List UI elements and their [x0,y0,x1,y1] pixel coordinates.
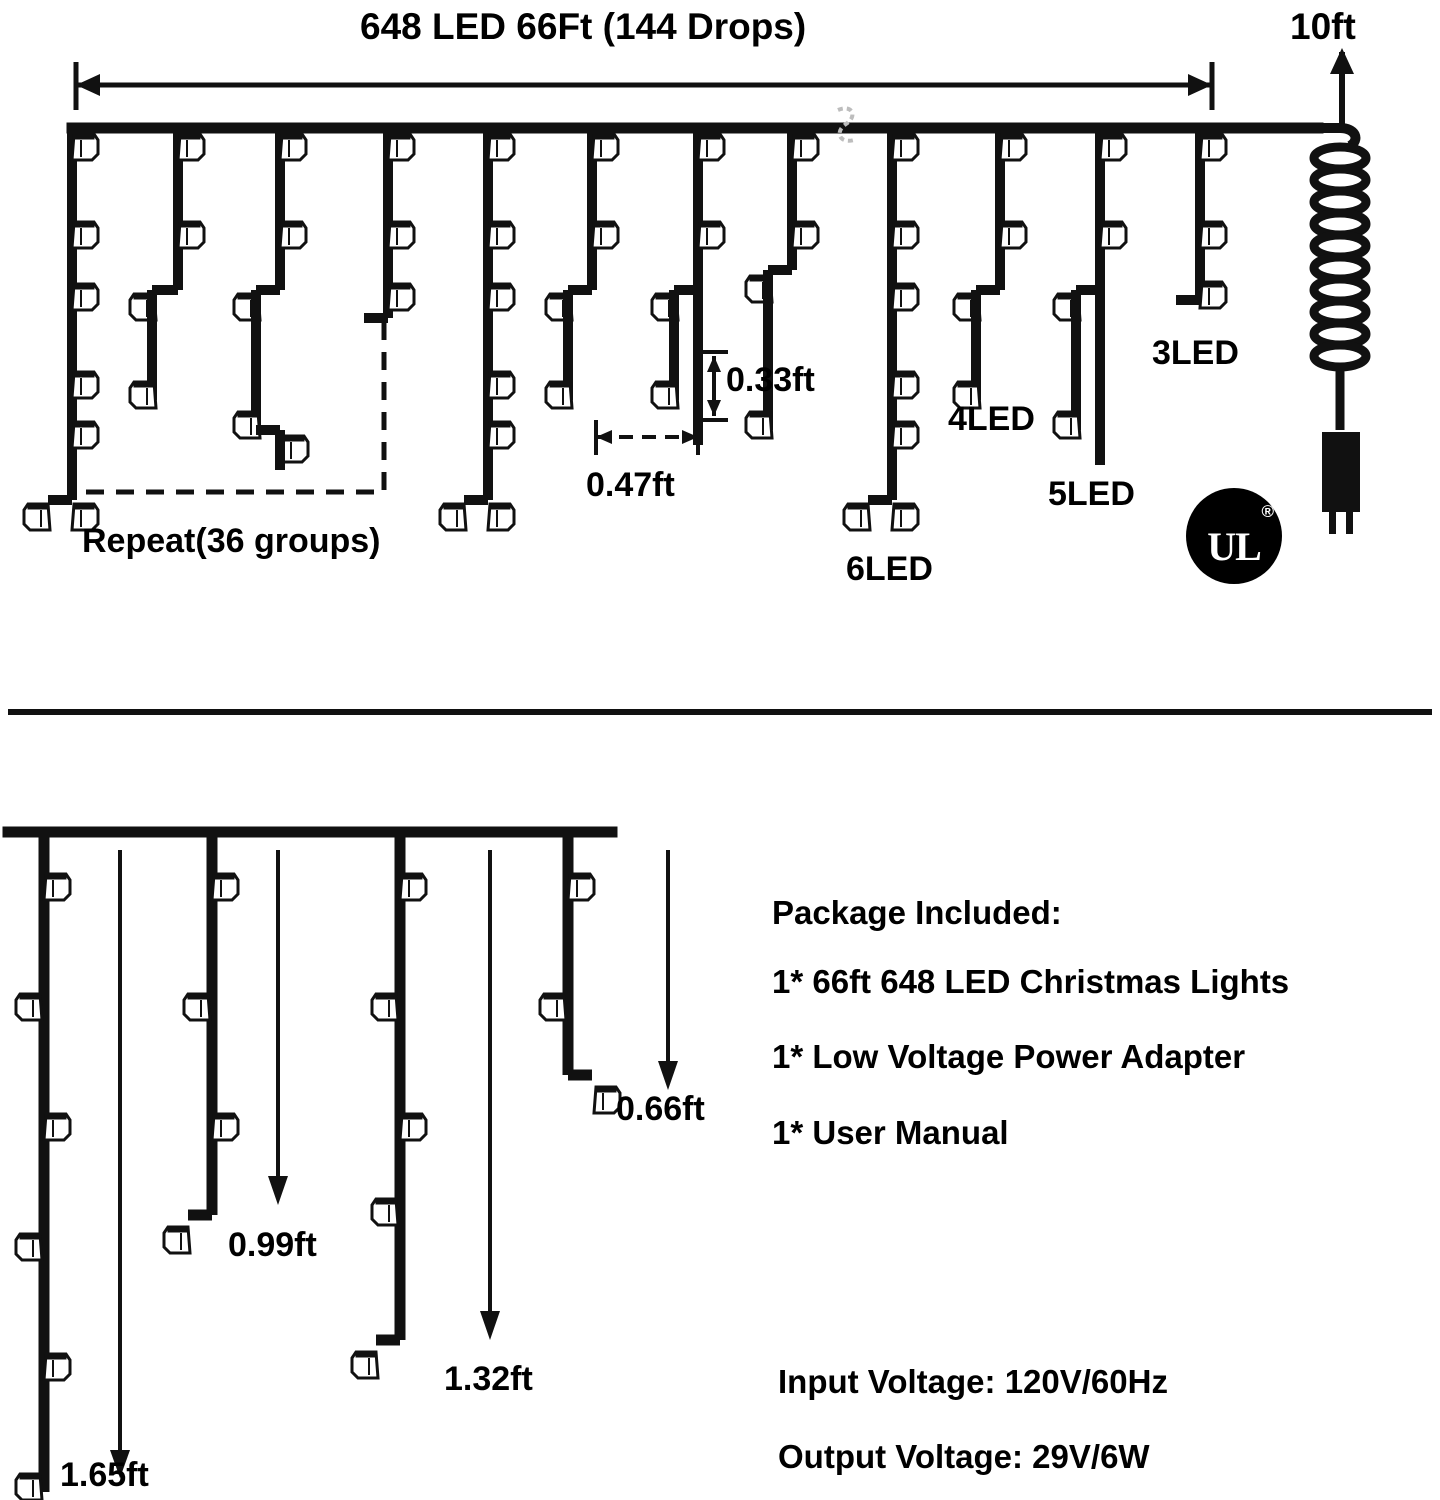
detail-drop-a-label: 1.65ft [60,1456,149,1494]
drop-spacing-label: 0.47ft [586,466,675,504]
input-voltage-label: Input Voltage: 120V/60Hz [778,1363,1168,1400]
detail-drop-d-label: 0.66ft [616,1090,705,1128]
detail-drop-b-label: 0.99ft [228,1226,317,1264]
output-voltage-label: Output Voltage: 29V/6W [778,1438,1150,1475]
ul-registered-icon: ® [1261,502,1274,521]
ul-mark-text: UL [1207,524,1261,569]
package-item-2: 1* Low Voltage Power Adapter [772,1038,1246,1075]
package-item-3: 1* User Manual [772,1114,1009,1151]
led3-label: 3LED [1152,334,1239,372]
package-item-1: 1* 66ft 648 LED Christmas Lights [772,963,1290,1000]
lead-length-label: 10ft [1290,6,1356,47]
detail-drop-c-label: 1.32ft [444,1360,533,1398]
led5-label: 5LED [1048,475,1135,513]
bulb-spacing-label: 0.33ft [726,361,815,399]
repeat-groups-label: Repeat(36 groups) [82,522,381,560]
package-heading: Package Included: [772,894,1062,931]
ul-certification-badge [1186,488,1282,584]
diagram-title: 648 LED 66Ft (144 Drops) [360,6,807,47]
led4-label: 4LED [948,400,1035,438]
led6-label: 6LED [846,550,933,588]
